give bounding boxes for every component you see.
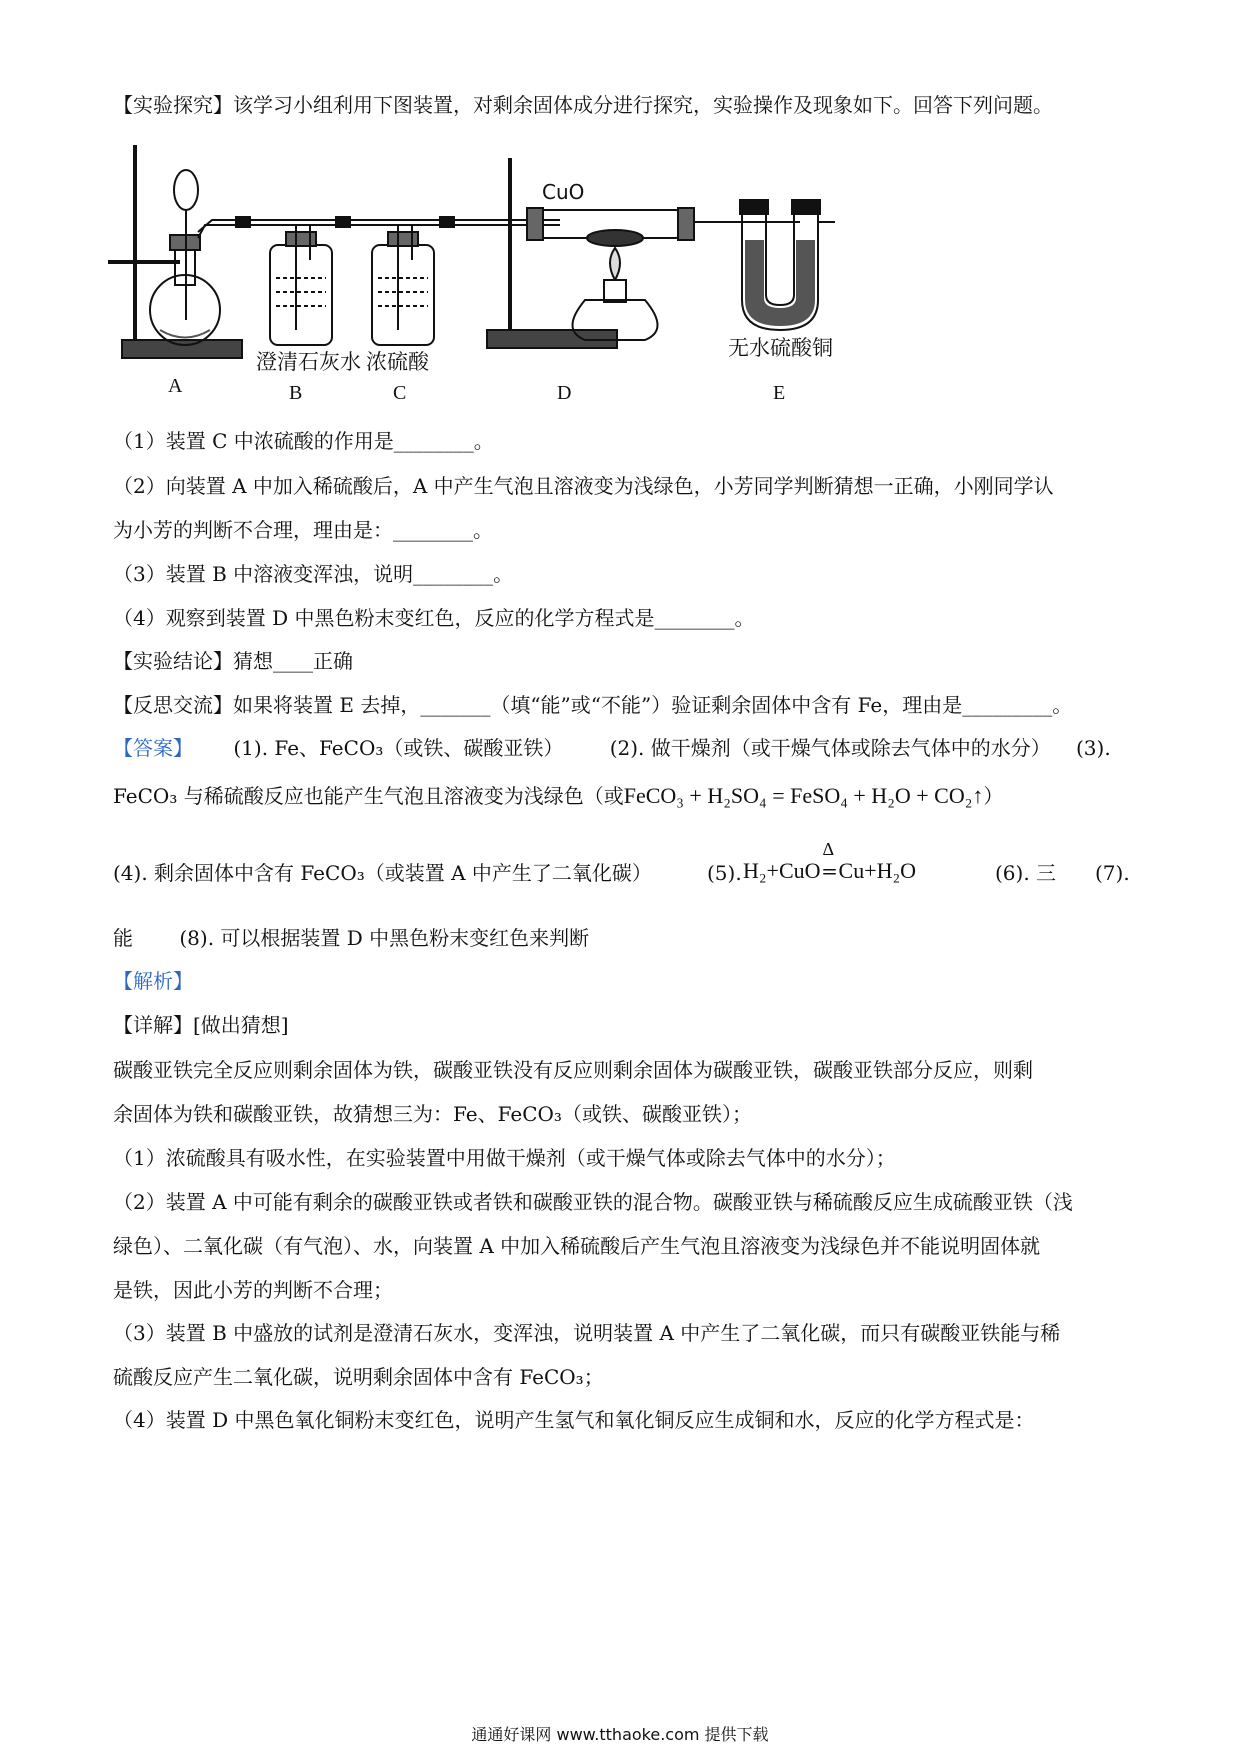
question-1: （1）装置 C 中浓硫酸的作用是________。 [113,429,494,453]
answer-3-close: ） [983,784,1004,808]
answer-5-eq-left: H₂+CuO [743,858,821,883]
analysis-para-1b: 余固体为铁和碳酸亚铁，故猜想三为：Fe、FeCO₃（或铁、碳酸亚铁）； [113,1102,752,1126]
analysis-para-4a: （3）装置 B 中盛放的试剂是澄清石灰水，变浑浊，说明装置 A 中产生了二氧化碳，而只有碳酸亚铁能与稀 [113,1321,1061,1345]
cuo-label: CuO [542,180,585,204]
answer-3-text: FeCO₃ 与稀硫酸反应也能产生气泡且溶液变为浅绿色（或 [113,784,624,808]
analysis-para-5: （4）装置 D 中黑色氧化铜粉末变红色，说明产生氢气和氧化铜反应生成铜和水，反应的化学方程式是： [113,1408,1035,1432]
answer-6: (6). 三 [995,861,1057,885]
answer-4: (4). 剩余固体中含有 FeCO₃（或装置 A 中产生了二氧化碳） [113,861,652,885]
analysis-para-2: （1）浓硫酸具有吸水性，在实验装置中用做干燥剂（或干燥气体或除去气体中的水分）； [113,1146,896,1170]
question-4: （4）观察到装置 D 中黑色粉末变红色，反应的化学方程式是________。 [113,606,755,630]
answer-label: 【答案】 [113,736,193,760]
caption-b: 澄清石灰水 [256,350,361,374]
analysis-label: 【解析】 [113,969,193,993]
analysis-para-4b: 硫酸反应产生二氧化碳，说明剩余固体中含有 FeCO₃； [113,1365,604,1389]
footer-text: 通通好课网 www.tthaoke.com 提供下载 [471,1725,769,1744]
caption-c: 浓硫酸 [366,350,429,374]
label-a: A [168,375,183,397]
answer-5-eq-right: Cu+H₂O [838,858,917,883]
answer-8: (8). 可以根据装置 D 中黑色粉末变红色来判断 [179,926,590,950]
answer-7: 能 [113,926,133,950]
detail-heading: 【详解】[做出猜想] [113,1013,289,1037]
answer-5-number: (5). [707,861,742,885]
caption-e: 无水硫酸铜 [728,336,833,360]
delta-symbol: Δ [822,839,835,859]
answer-3-number: (3). [1076,736,1111,760]
analysis-para-3a: （2）装置 A 中可能有剩余的碳酸亚铁或者铁和碳酸亚铁的混合物。碳酸亚铁与稀硫酸反应生成硫酸亚铁（浅 [113,1190,1073,1214]
question-2-line1: （2）向装置 A 中加入稀硫酸后，A 中产生气泡且溶液变为浅绿色，小芳同学判断猜想一正确，小刚同学认 [113,474,1054,498]
label-b: B [289,382,303,404]
intro-text: 【实验探究】该学习小组利用下图装置，对剩余固体成分进行探究，实验操作及现象如下。回答下列问题。 [113,93,1053,117]
reflection: 【反思交流】如果将装置 E 去掉，_______（填“能”或“不能”）验证剩余固体中含有 Fe，理由是_________。 [113,693,1073,717]
question-3: （3）装置 B 中溶液变浑浊，说明________。 [113,562,514,586]
analysis-para-1a: 碳酸亚铁完全反应则剩余固体为铁，碳酸亚铁没有反应则剩余固体为碳酸亚铁，碳酸亚铁部分反应，则剩 [113,1058,1033,1082]
label-d: D [557,382,572,404]
answer-2: (2). 做干燥剂（或干燥气体或除去气体中的水分） [609,736,1051,760]
answer-3-equation: FeCO₃ + H₂SO₄ = FeSO₄ + H₂O + CO₂↑ [623,783,984,808]
analysis-para-3b: 绿色）、二氧化碳（有气泡）、水，向装置 A 中加入稀硫酸后产生气泡且溶液变为浅绿色并不能说明固体就 [113,1234,1041,1258]
apparatus-figure [0,0,1240,460]
answer-1: (1). Fe、FeCO₃（或铁、碳酸亚铁） [233,736,564,760]
label-c: C [393,382,407,404]
label-e: E [773,382,786,404]
question-2-line2: 为小芳的判断不合理，理由是：________。 [113,518,493,542]
analysis-para-3c: 是铁，因此小芳的判断不合理； [113,1278,393,1302]
answer-7-number: (7). [1095,861,1130,885]
experiment-conclusion: 【实验结论】猜想____正确 [113,649,353,673]
